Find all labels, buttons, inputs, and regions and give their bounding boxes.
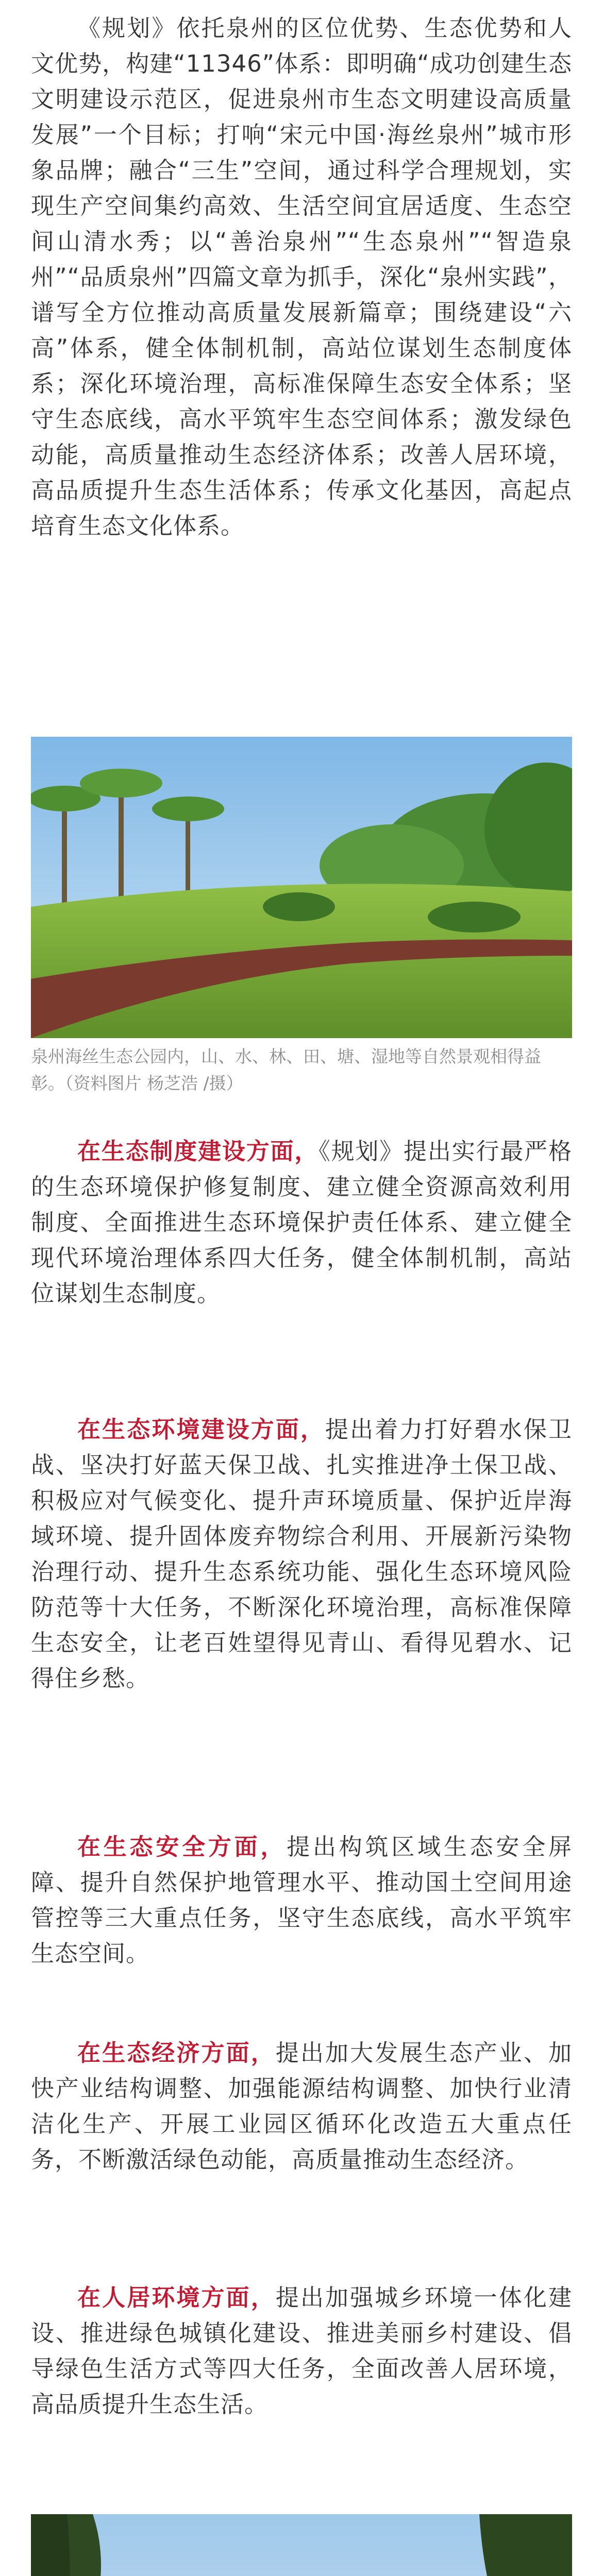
park-photo: [31, 737, 572, 1038]
intro-paragraph: 《规划》依托泉州的区位优势、生态优势和人文优势，构建“11346”体系：即明确“成功创建生态文明建设示范区，促进泉州市生态文明建设高质量发展”一个目标；打响“宋元中国·海丝泉州”城市形象品牌；融合“三生”空间，通过科学合理规划，实现生产空间集约高效、生活空间宜居适度、生态空间山清水秀；以“善治泉州”“生态泉州”“智造泉州”“品质泉州”四篇文章为抓手，深化“泉州实践”，谱写全方位推动高质量发展新篇章；围绕建设“六高”体系，健全体制机制，高站位谋划生态制度体系；深化环境治理，高标准保障生态安全体系；坚守生态底线，高水平筑牢生态空间体系；激发绿色动能，高质量推动生态经济体系；改善人居环境，高品质提升生态生活体系；传承文化基因，高起点培育生态文化体系。: [31, 14, 572, 539]
lake-photo: [31, 2514, 572, 2576]
park-photo-illustration: [31, 737, 572, 1038]
section-lead: 在生态经济方面，: [77, 2039, 276, 2066]
section-body: 提出加强城乡环境一体化建设、推进绿色城镇化建设、推进美丽乡村建设、倡导绿色生活方式等四大任务，全面改善人居环境，高品质提升生态生活。: [31, 2284, 572, 2418]
section-lead: 在人居环境方面，: [77, 2284, 276, 2311]
section-ecological-environment: [31, 1412, 572, 1696]
section-living-environment: [31, 2280, 572, 2422]
section-body: 《规划》提出实行最严格的生态环境保护修复制度、建立健全资源高效利用制度、全面推进生态环境保护责任体系、建立健全现代环境治理体系四大任务，健全体制机制，高站位谋划生态制度。: [31, 1138, 572, 1307]
section-lead: 在生态制度建设方面，: [77, 1138, 319, 1165]
section-lead: 在生态环境建设方面，: [77, 1416, 326, 1443]
section-body: 提出加大发展生态产业、加快产业结构调整、加强能源结构调整、加快行业清洁化生产、开展工业园区循环化改造五大重点任务，不断激活绿色动能，高质量推动生态经济。: [31, 2039, 572, 2173]
park-photo-caption: 泉州海丝生态公园内，山、水、林、田、塘、湿地等自然景观相得益彰。（资料图片 杨芝浩 /摄）: [31, 1046, 541, 1093]
lake-photo-illustration: [31, 2514, 572, 2576]
section-lead: 在生态安全方面，: [77, 1833, 287, 1860]
section-body: 提出构筑区域生态安全屏障、提升自然保护地管理水平、推动国土空间用途管控等三大重点任务，坚守生态底线，高水平筑牢生态空间。: [31, 1833, 572, 1967]
section-body: 提出着力打好碧水保卫战、坚决打好蓝天保卫战、扎实推进净土保卫战、积极应对气候变化、提升声环境质量、保护近岸海域环境、提升固体废弃物综合利用、开展新污染物治理行动、提升生态系统功能、强化生态环境风险防范等十大任务，不断深化环境治理，高标准保障生态安全，让老百姓望得见青山、看得见碧水、记得住乡愁。: [31, 1416, 572, 1692]
section-ecological-security: [31, 1829, 572, 1971]
section-ecological-system: [31, 1133, 572, 1311]
section-ecological-economy: [31, 2035, 572, 2177]
